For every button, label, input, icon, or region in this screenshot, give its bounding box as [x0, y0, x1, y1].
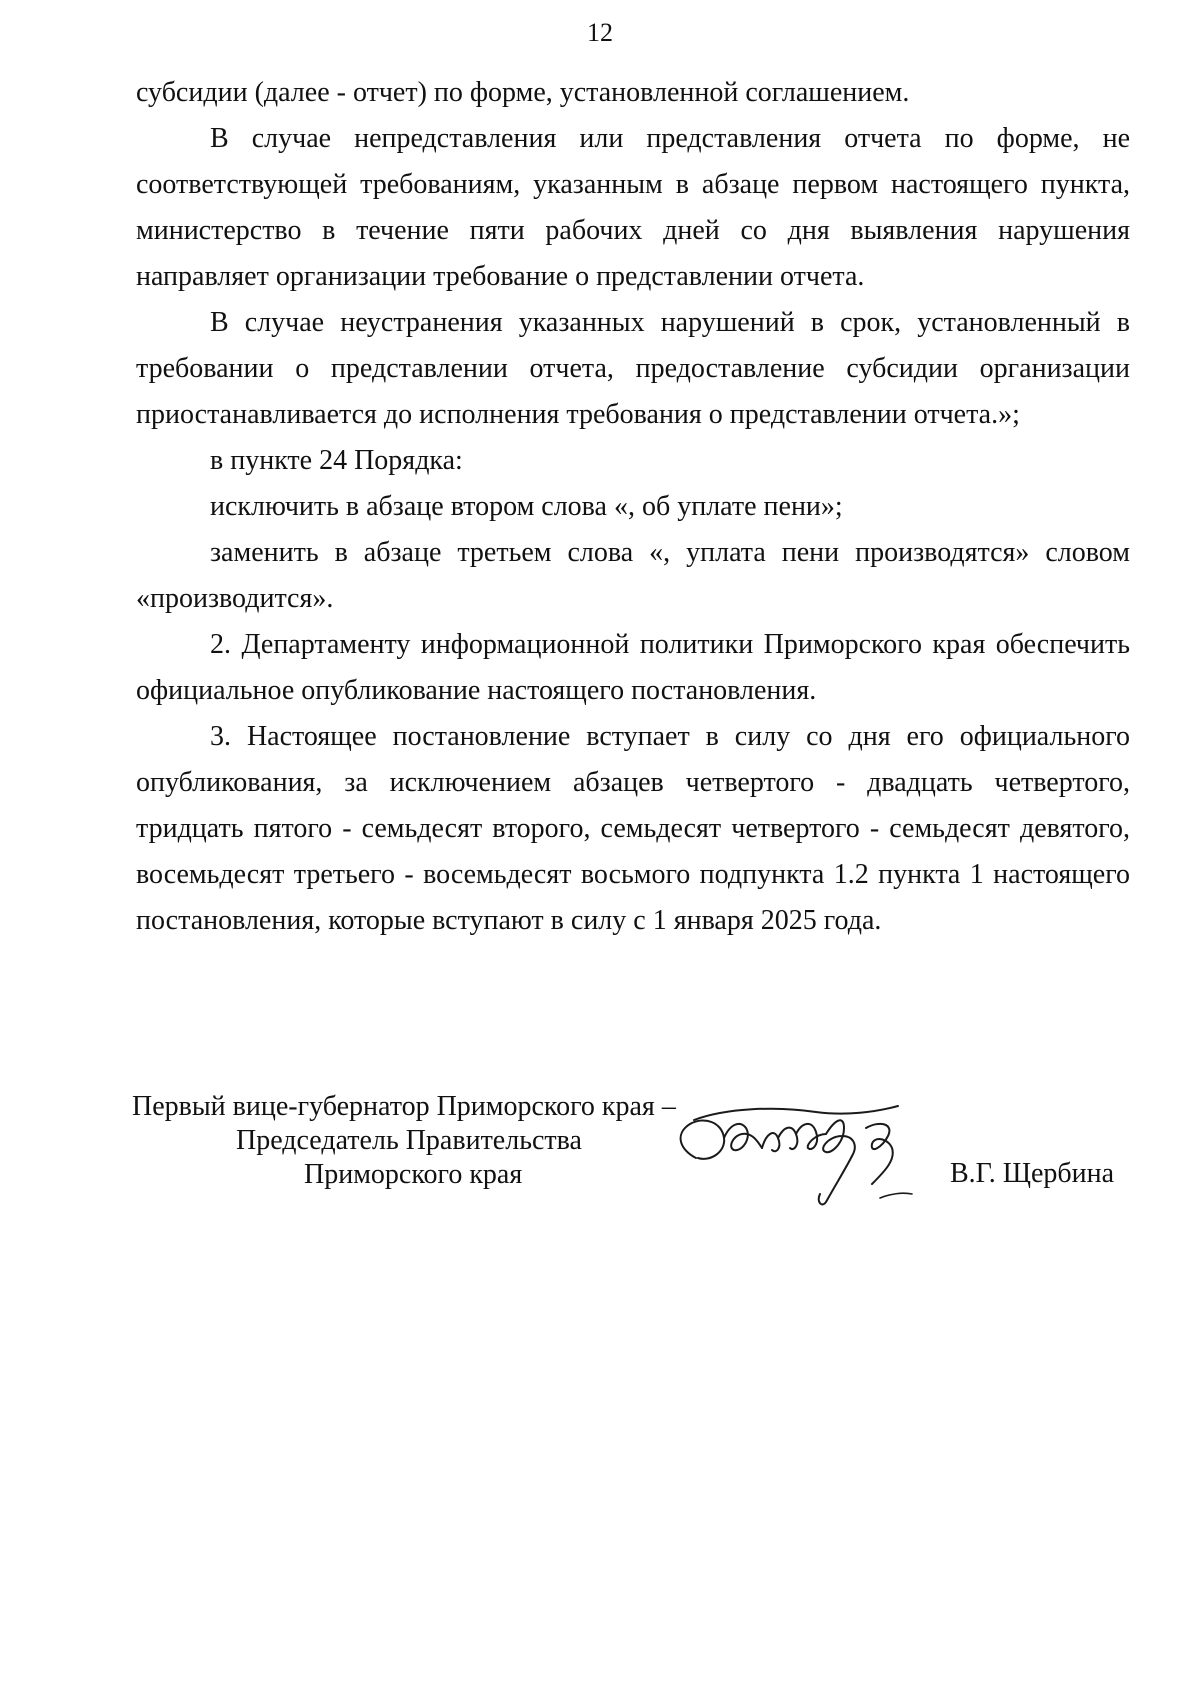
paragraph-report-nonsubmission: В случае непредставления или представления отчета по форме, не соответствующей требованиям, указанным в абзаце первом настоящего пункта, министерство в течение пяти рабочих дней со дня выявления нарушения направляет организации требование о представлении отчета.	[136, 123, 1130, 292]
paragraph-replace-words: заменить в абзаце третьем слова «, уплата пени производятся» словом «производится».	[136, 537, 1130, 614]
page-number: 12	[587, 18, 613, 47]
signatory-position	[120, 1090, 720, 1192]
paragraph-entry-into-force: 3. Настоящее постановление вступает в силу со дня его официального опубликования, за исключением абзацев четвертого - двадцать четвертого, тридцать пятого - семьдесят второго, семьдесят четвертого - семьдесят девятого, восемьдесят третьего - восемьдесят восьмого подпункта 1.2 пункта 1 настоящего постановления, которые вступают в силу с 1 января 2025 года.	[136, 721, 1130, 936]
paragraph-item-24: в пункте 24 Порядка:	[210, 445, 463, 476]
position-line-1: Первый вице-губернатор Приморского края –	[132, 1091, 676, 1122]
handwritten-signature	[666, 1098, 946, 1218]
position-line-2: Председатель Правительства	[236, 1125, 582, 1156]
document-body	[136, 70, 1130, 944]
paragraph-report-form: субсидии (далее - отчет) по форме, установленной соглашением.	[136, 77, 910, 108]
position-line-3: Приморского края	[304, 1159, 523, 1190]
paragraph-publication: 2. Департаменту информационной политики Приморского края обеспечить официальное опубликование настоящего постановления.	[136, 629, 1130, 706]
signatory-name: В.Г. Щербина	[950, 1158, 1115, 1189]
paragraph-subsidy-suspension: В случае неустранения указанных нарушений в срок, установленный в требовании о представлении отчета, предоставление субсидии организации приостанавливается до исполнения требования о представлении отчета.»;	[136, 307, 1130, 430]
paragraph-exclude-words: исключить в абзаце втором слова «, об уплате пени»;	[210, 491, 843, 522]
